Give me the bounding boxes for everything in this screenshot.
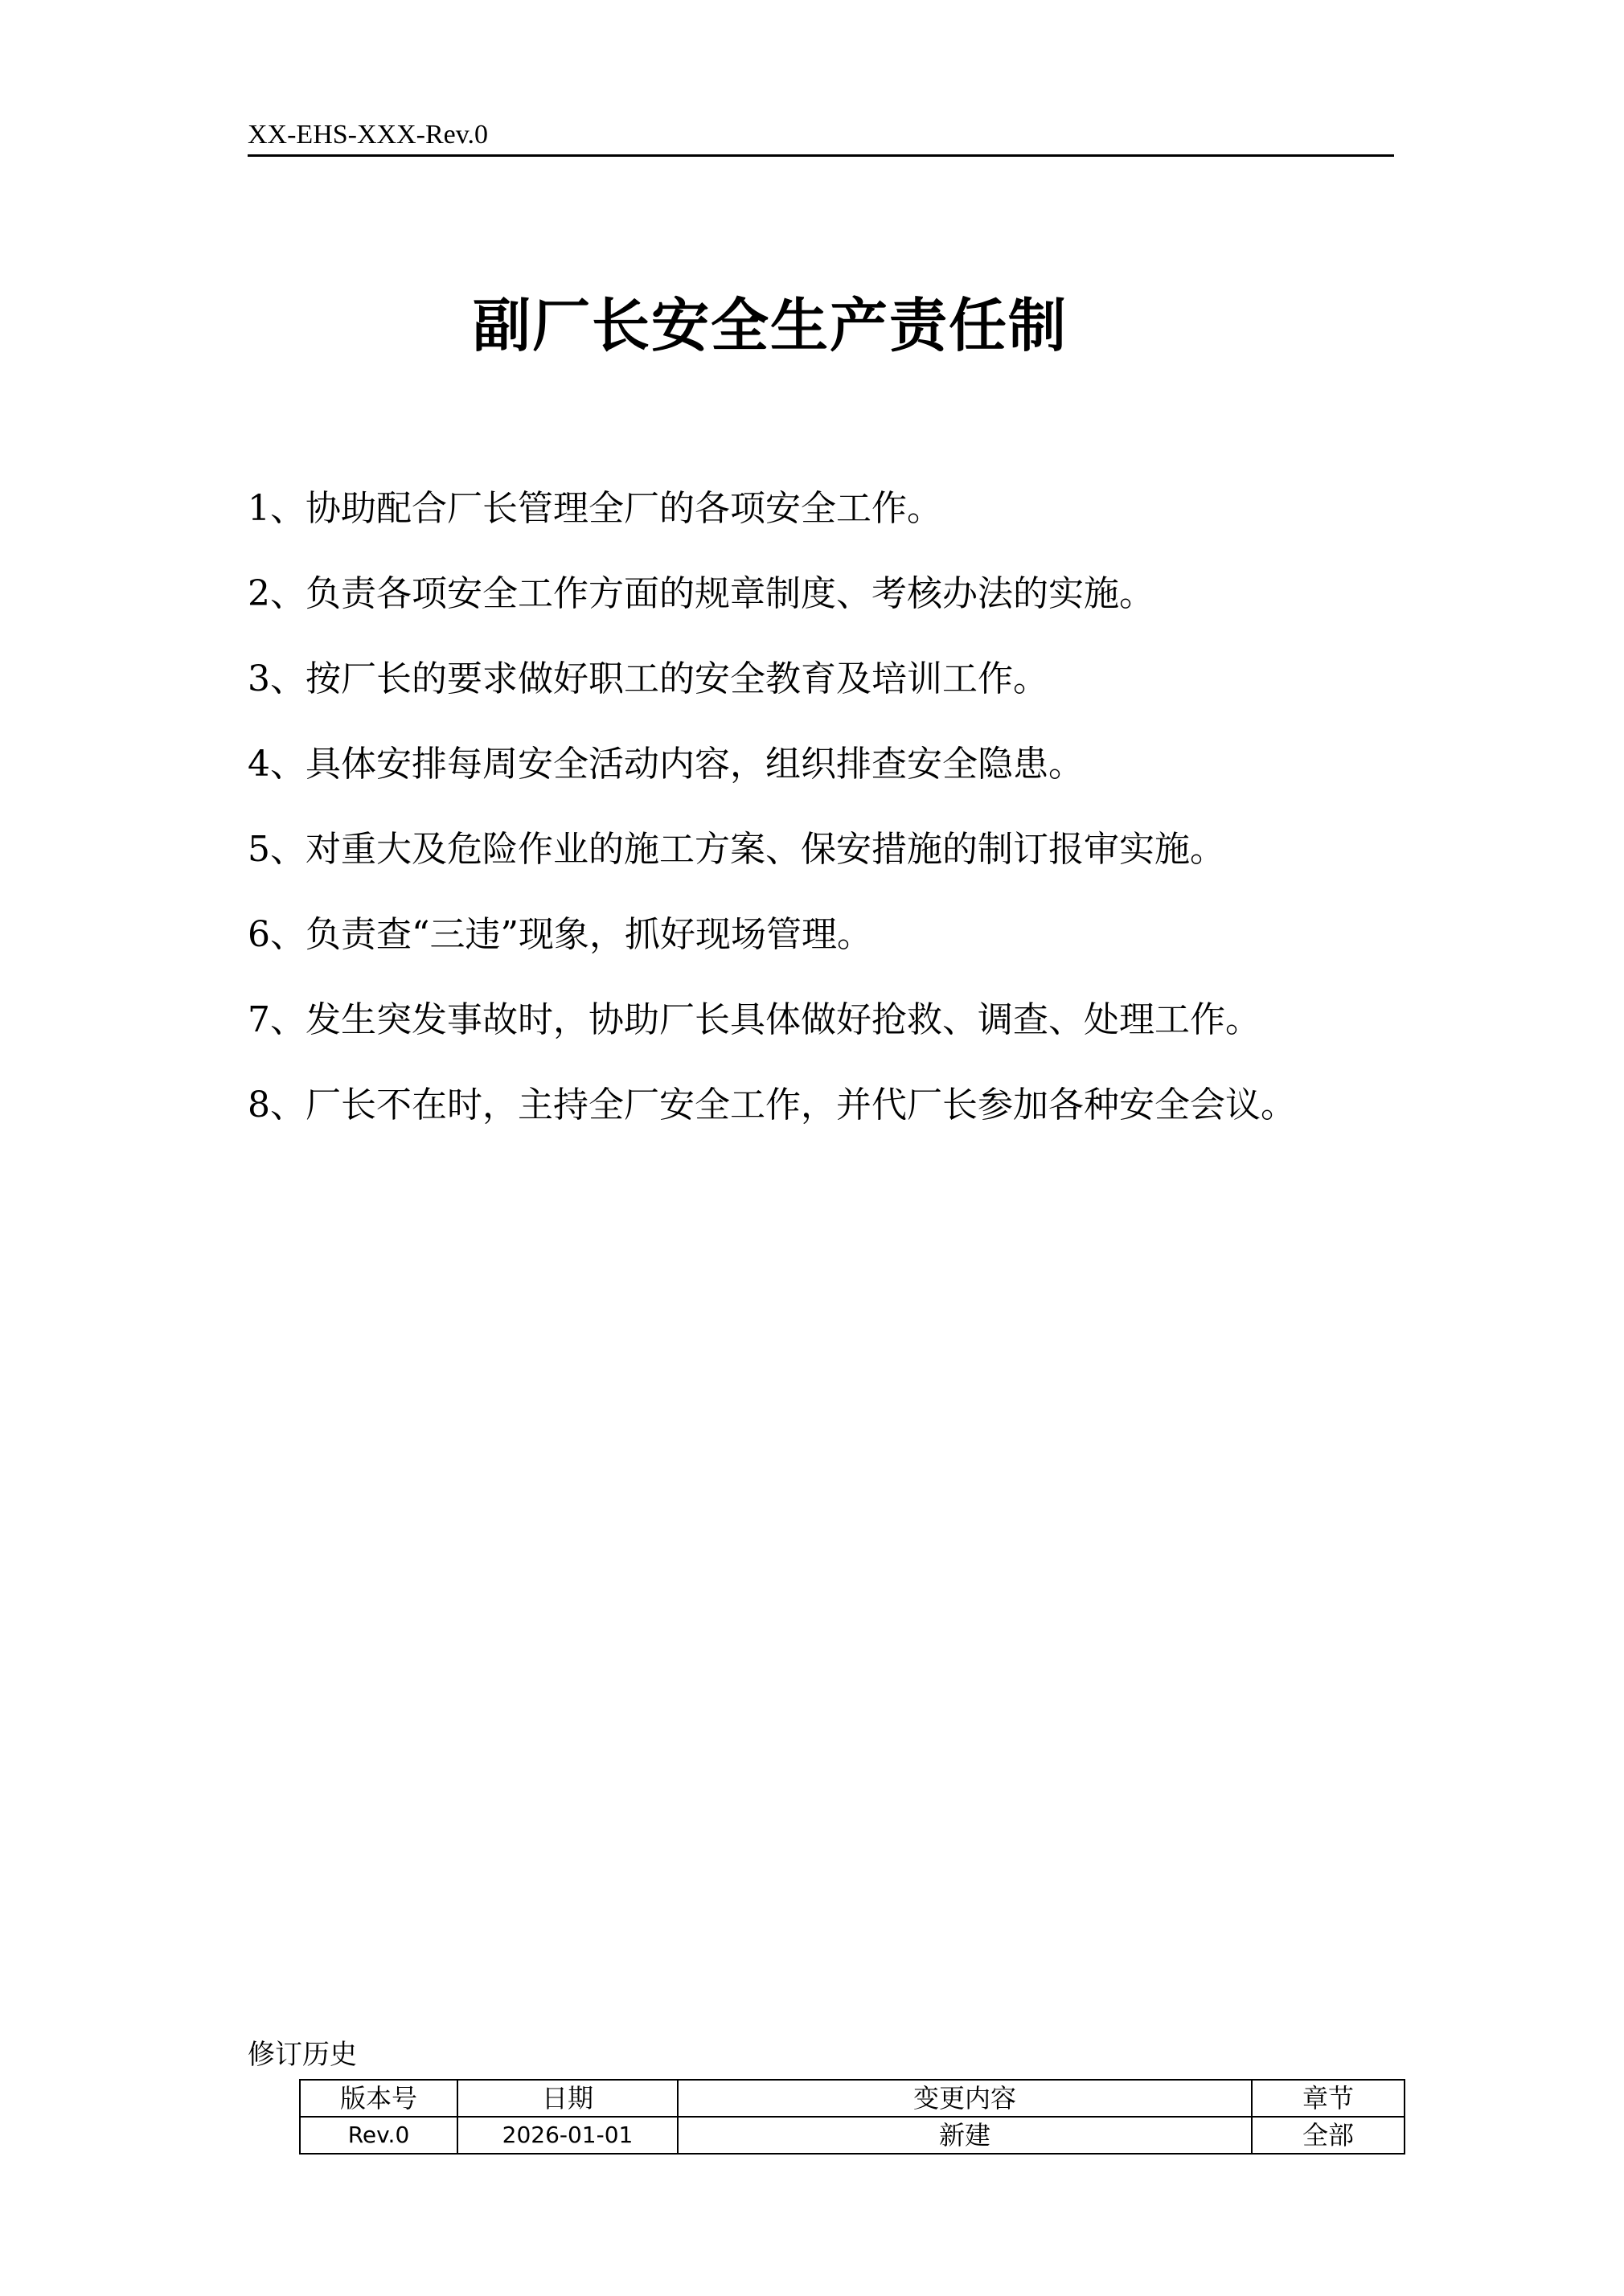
header-cell-change: 变更内容	[678, 2080, 1252, 2117]
list-item: 8、厂长不在时，主持全厂安全工作，并代厂长参加各种安全会议。	[248, 1084, 1296, 1125]
cell-change: 新建	[678, 2117, 1252, 2154]
cell-date: 2026-01-01	[457, 2117, 678, 2154]
header-cell-section: 章节	[1252, 2080, 1405, 2117]
list-item: 4、具体安排每周安全活动内容，组织排查安全隐患。	[248, 744, 1084, 785]
table-row	[300, 2117, 1405, 2154]
document-code: XX-EHS-XXX-Rev.0	[248, 120, 489, 150]
list-item: 3、按厂长的要求做好职工的安全教育及培训工作。	[248, 658, 1048, 699]
document-title: 副厂长安全生产责任制	[472, 291, 1068, 359]
list-item: 1、协助配合厂长管理全厂的各项安全工作。	[248, 488, 942, 529]
header-cell-date: 日期	[457, 2080, 678, 2117]
list-item: 5、对重大及危险作业的施工方案、保安措施的制订报审实施。	[248, 829, 1225, 870]
revision-history-table	[299, 2079, 1405, 2155]
list-item: 2、负责各项安全工作方面的规章制度、考核办法的实施。	[248, 573, 1154, 614]
table-header-row	[300, 2080, 1405, 2117]
revision-history-label: 修订历史	[248, 2039, 357, 2071]
list-item: 7、发生突发事故时，协助厂长具体做好抢救、调查、处理工作。	[248, 999, 1261, 1040]
cell-version: Rev.0	[300, 2117, 457, 2154]
page-header	[248, 114, 1394, 157]
list-item: 6、负责查“三违”现象，抓好现场管理。	[248, 914, 872, 955]
header-cell-version: 版本号	[300, 2080, 457, 2117]
cell-section: 全部	[1252, 2117, 1405, 2154]
responsibility-list	[248, 466, 1405, 1148]
